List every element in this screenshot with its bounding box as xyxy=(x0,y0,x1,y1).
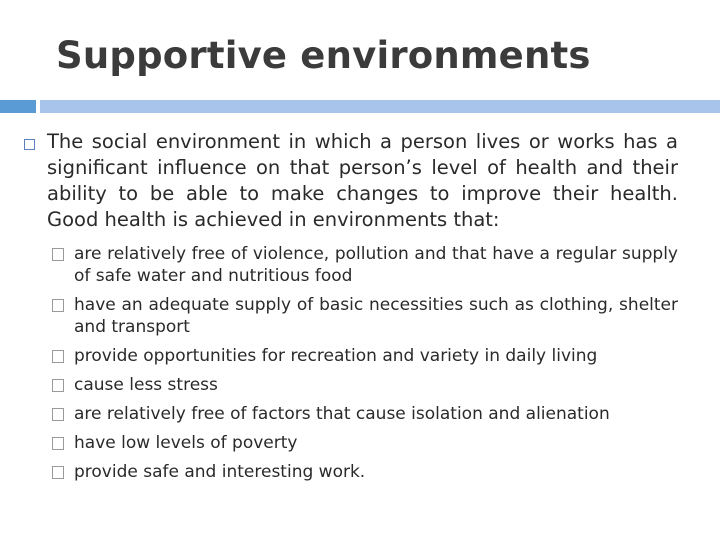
checkbox-bullet-icon xyxy=(52,408,64,421)
list-item xyxy=(50,432,678,454)
list-item xyxy=(50,374,678,396)
list-item-text: have low levels of poverty xyxy=(74,433,298,453)
list-item xyxy=(50,403,678,425)
list-item xyxy=(50,345,678,367)
bullet-square-icon xyxy=(24,139,35,150)
checkbox-bullet-icon xyxy=(52,379,64,392)
list-item-text: provide opportunities for recreation and variety in daily living xyxy=(74,346,598,366)
list-item-text: cause less stress xyxy=(74,375,218,395)
title-rule-bar xyxy=(40,100,720,113)
sub-bullet-list xyxy=(50,243,678,490)
checkbox-bullet-icon xyxy=(52,350,64,363)
slide-title: Supportive environments xyxy=(56,34,591,77)
checkbox-bullet-icon xyxy=(52,466,64,479)
list-item xyxy=(50,294,678,338)
checkbox-bullet-icon xyxy=(52,299,64,312)
list-item-text: provide safe and interesting work. xyxy=(74,462,366,482)
list-item xyxy=(50,243,678,287)
list-item-text: have an adequate supply of basic necessities such as clothing, shelter and transport xyxy=(74,295,678,337)
checkbox-bullet-icon xyxy=(52,437,64,450)
list-item xyxy=(50,461,678,483)
list-item-text: are relatively free of factors that cause isolation and alienation xyxy=(74,404,610,424)
checkbox-bullet-icon xyxy=(52,248,64,261)
title-rule-accent xyxy=(0,100,36,113)
list-item-text: are relatively free of violence, pollution and that have a regular supply of safe water and nutritious food xyxy=(74,244,678,286)
intro-paragraph: The social environment in which a person lives or works has a significant influence on that person’s level of health and their ability to be able to make changes to improve their health. Good health is achieved in environments that: xyxy=(47,130,678,231)
